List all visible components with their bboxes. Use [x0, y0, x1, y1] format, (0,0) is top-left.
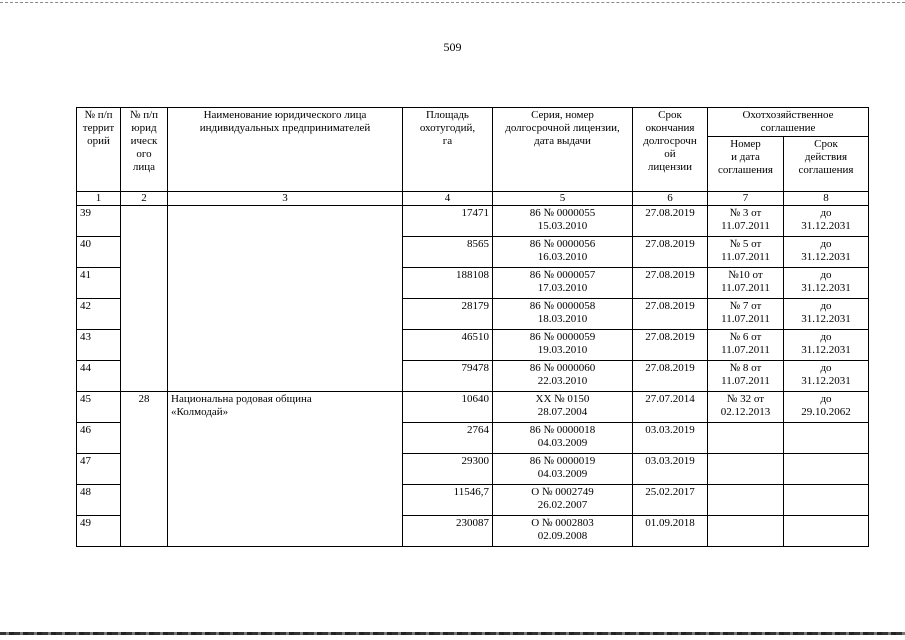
license-cell: 86 № 0000060 22.03.2010 [493, 361, 633, 392]
entity-number-empty [121, 206, 168, 392]
agreement-term-cell: до 31.12.2031 [784, 361, 869, 392]
table-row [77, 206, 869, 237]
hunting-licenses-table [76, 107, 869, 547]
territory-number: 41 [77, 268, 121, 299]
agreement-term-cell [784, 423, 869, 454]
license-end-cell: 27.08.2019 [633, 268, 708, 299]
area-cell: 11546,7 [403, 485, 493, 516]
license-end-cell: 03.03.2019 [633, 454, 708, 485]
column-number: 8 [784, 192, 869, 206]
agreement-term-cell: до 31.12.2031 [784, 237, 869, 268]
column-number-row [77, 192, 869, 206]
column-number: 4 [403, 192, 493, 206]
header-agreement-term: Срок действия соглашения [784, 137, 869, 192]
license-end-cell: 01.09.2018 [633, 516, 708, 547]
agreement-cell: №10 от 11.07.2011 [708, 268, 784, 299]
table-row [77, 392, 869, 423]
scan-edge-bottom [0, 632, 905, 635]
license-cell: 86 № 0000056 16.03.2010 [493, 237, 633, 268]
scan-edge-top [0, 2, 905, 3]
agreement-term-cell: до 31.12.2031 [784, 206, 869, 237]
area-cell: 188108 [403, 268, 493, 299]
agreement-cell [708, 516, 784, 547]
agreement-cell: № 5 от 11.07.2011 [708, 237, 784, 268]
license-end-cell: 27.08.2019 [633, 330, 708, 361]
territory-number: 46 [77, 423, 121, 454]
license-end-cell: 27.08.2019 [633, 361, 708, 392]
license-cell: 86 № 0000057 17.03.2010 [493, 268, 633, 299]
agreement-cell: № 8 от 11.07.2011 [708, 361, 784, 392]
agreement-term-cell: до 31.12.2031 [784, 299, 869, 330]
column-number: 2 [121, 192, 168, 206]
entity-name: Национальна родовая община «Колмодай» [168, 392, 403, 547]
license-cell: О № 0002749 26.02.2007 [493, 485, 633, 516]
license-cell: 86 № 0000058 18.03.2010 [493, 299, 633, 330]
agreement-cell: № 6 от 11.07.2011 [708, 330, 784, 361]
license-cell: 86 № 0000018 04.03.2009 [493, 423, 633, 454]
agreement-cell [708, 454, 784, 485]
column-number: 1 [77, 192, 121, 206]
header-license: Серия, номер долгосрочной лицензии, дата выдачи [493, 108, 633, 192]
area-cell: 79478 [403, 361, 493, 392]
column-number: 5 [493, 192, 633, 206]
license-end-cell: 25.02.2017 [633, 485, 708, 516]
header-area: Площадь охотугодий, га [403, 108, 493, 192]
header-territory-number: № п/п террит орий [77, 108, 121, 192]
page-number: 509 [443, 40, 462, 54]
agreement-cell [708, 485, 784, 516]
entity-name-empty [168, 206, 403, 392]
license-cell: 86 № 0000019 04.03.2009 [493, 454, 633, 485]
territory-number: 43 [77, 330, 121, 361]
license-cell: XX № 0150 28.07.2004 [493, 392, 633, 423]
license-end-cell: 27.08.2019 [633, 299, 708, 330]
entity-number: 28 [121, 392, 168, 547]
territory-number: 49 [77, 516, 121, 547]
territory-number: 44 [77, 361, 121, 392]
agreement-cell: № 3 от 11.07.2011 [708, 206, 784, 237]
area-cell: 29300 [403, 454, 493, 485]
agreement-term-cell: до 31.12.2031 [784, 268, 869, 299]
column-number: 7 [708, 192, 784, 206]
agreement-term-cell: до 31.12.2031 [784, 330, 869, 361]
license-end-cell: 27.08.2019 [633, 206, 708, 237]
agreement-cell: № 32 от 02.12.2013 [708, 392, 784, 423]
agreement-term-cell: до 29.10.2062 [784, 392, 869, 423]
header-entity-number: № п/п юрид ическ ого лица [121, 108, 168, 192]
territory-number: 39 [77, 206, 121, 237]
agreement-term-cell [784, 516, 869, 547]
territory-number: 42 [77, 299, 121, 330]
license-end-cell: 27.08.2019 [633, 237, 708, 268]
license-cell: 86 № 0000059 19.03.2010 [493, 330, 633, 361]
agreement-term-cell [784, 485, 869, 516]
license-end-cell: 03.03.2019 [633, 423, 708, 454]
header-license-end: Срок окончания долгосрочн ой лицензии [633, 108, 708, 192]
territory-number: 48 [77, 485, 121, 516]
license-cell: 86 № 0000055 15.03.2010 [493, 206, 633, 237]
license-end-cell: 27.07.2014 [633, 392, 708, 423]
header-entity-name: Наименование юридического лица индивидуальных предпринимателей [168, 108, 403, 192]
area-cell: 10640 [403, 392, 493, 423]
agreement-cell [708, 423, 784, 454]
territory-number: 47 [77, 454, 121, 485]
header-agreement: Охотхозяйственное соглашение [708, 108, 869, 137]
territory-number: 40 [77, 237, 121, 268]
license-cell: О № 0002803 02.09.2008 [493, 516, 633, 547]
area-cell: 46510 [403, 330, 493, 361]
area-cell: 2764 [403, 423, 493, 454]
agreement-cell: № 7 от 11.07.2011 [708, 299, 784, 330]
column-number: 3 [168, 192, 403, 206]
area-cell: 230087 [403, 516, 493, 547]
agreement-term-cell [784, 454, 869, 485]
header-agreement-number: Номер и дата соглашения [708, 137, 784, 192]
column-number: 6 [633, 192, 708, 206]
area-cell: 8565 [403, 237, 493, 268]
area-cell: 17471 [403, 206, 493, 237]
area-cell: 28179 [403, 299, 493, 330]
territory-number: 45 [77, 392, 121, 423]
